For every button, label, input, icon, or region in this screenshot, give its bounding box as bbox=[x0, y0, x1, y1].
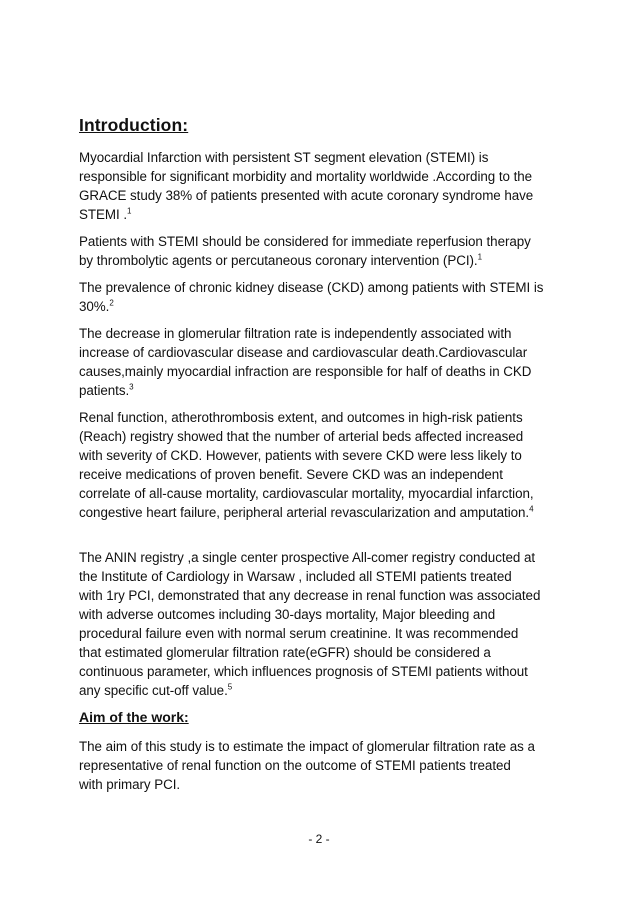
text-line: Myocardial Infarction with persistent ST segment elevation (STEMI) is bbox=[79, 150, 489, 165]
text-line: congestive heart failure, peripheral arterial revascularization and amputation.$^4$ bbox=[79, 504, 534, 520]
text-line: Renal function, atherothrombosis extent, and outcomes in high-risk patients bbox=[79, 410, 523, 425]
text-line: with severity of CKD. However, patients with severe CKD were less likely to bbox=[79, 448, 522, 463]
text-line: the Institute of Cardiology in Warsaw , included all STEMI patients treated bbox=[79, 569, 512, 584]
page-content bbox=[79, 114, 569, 802]
text-line: representative of renal function on the outcome of STEMI patients treated bbox=[79, 758, 511, 773]
paragraph-6 bbox=[79, 548, 569, 700]
text-line: Patients with STEMI should be considered for immediate reperfusion therapy bbox=[79, 234, 531, 249]
reference-marker: 5 bbox=[227, 682, 233, 692]
paragraph-2 bbox=[79, 232, 569, 270]
text-line: increase of cardiovascular disease and cardiovascular death.Cardiovascular bbox=[79, 345, 528, 360]
paragraph-5 bbox=[79, 408, 569, 522]
text-line: (Reach) registry showed that the number of arterial beds affected increased bbox=[79, 429, 524, 444]
text-line: that estimated glomerular filtration rate(eGFR) should be considered a bbox=[79, 645, 491, 660]
text-line: 30%.$^2$ bbox=[79, 298, 114, 314]
text-line: causes,mainly myocardial infraction are responsible for half of deaths in CKD bbox=[79, 364, 532, 379]
text-line: with 1ry PCI, demonstrated that any decrease in renal function was associated bbox=[79, 588, 541, 603]
text-line: STEMI .$^1$ bbox=[79, 206, 132, 222]
reference-marker: 2 bbox=[109, 298, 114, 308]
text-line: receive medications of proven benefit. Severe CKD was an independent bbox=[79, 467, 503, 482]
paragraph-3 bbox=[79, 278, 569, 316]
text-line: The prevalence of chronic kidney disease (CKD) among patients with STEMI is bbox=[79, 280, 544, 295]
text-line: with adverse outcomes including 30-days mortality, Major bleeding and bbox=[79, 607, 496, 622]
text-line: The aim of this study is to estimate the impact of glomerular filtration rate as a bbox=[79, 739, 535, 754]
reference-marker: 4 bbox=[529, 504, 534, 514]
reference-marker: 1 bbox=[127, 206, 132, 216]
text-line: any specific cut-off value.$^5$ bbox=[79, 682, 233, 698]
paragraph-4 bbox=[79, 324, 569, 400]
page-number: - 2 - bbox=[308, 832, 330, 846]
introduction-heading: Introduction: bbox=[79, 115, 189, 135]
text-line: procedural failure even with normal serum creatinine. It was recommended bbox=[79, 626, 519, 641]
text-line: by thrombolytic agents or percutaneous coronary intervention (PCI).$^1$ bbox=[79, 252, 482, 268]
aim-heading: Aim of the work: bbox=[79, 709, 189, 725]
reference-marker: 1 bbox=[477, 252, 482, 262]
text-line: The decrease in glomerular filtration rate is independently associated with bbox=[79, 326, 512, 341]
text-line: continuous parameter, which influences prognosis of STEMI patients without bbox=[79, 664, 528, 679]
text-line: with primary PCI. bbox=[79, 777, 181, 792]
aim-paragraph bbox=[79, 737, 569, 794]
text-line: GRACE study 38% of patients presented with acute coronary syndrome have bbox=[79, 188, 534, 203]
text-line: correlate of all-cause mortality, cardiovascular mortality, myocardial infarction, bbox=[79, 486, 534, 501]
paragraph-1 bbox=[79, 148, 569, 224]
text-line: The ANIN registry ,a single center prospective All-comer registry conducted at bbox=[79, 550, 536, 565]
text-line: patients.$^3$ bbox=[79, 382, 134, 398]
text-line: responsible for significant morbidity and mortality worldwide .According to the bbox=[79, 169, 533, 184]
reference-marker: 3 bbox=[129, 382, 134, 392]
paragraph-spacer bbox=[79, 530, 569, 548]
